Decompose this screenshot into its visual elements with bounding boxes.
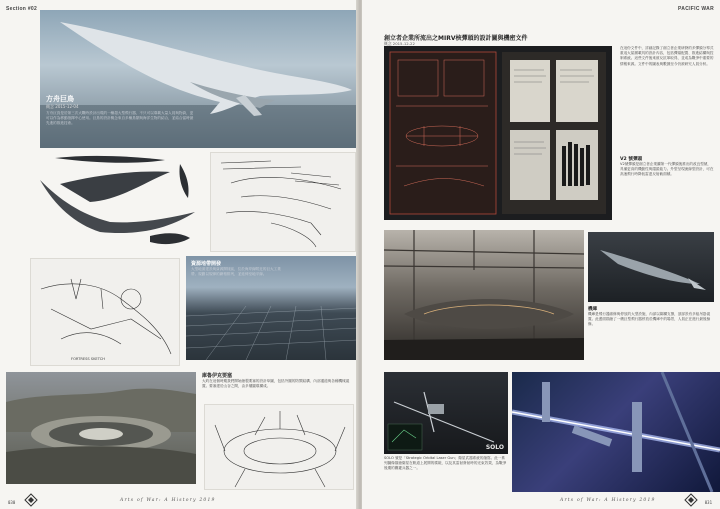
solo-text: SOLO 號是「Strategic Orbital Laser Gun」衛星武器系統的縮寫。此一系列圖像描繪衛星在軌道上展開的樣貌，以及其雷射發射時的光束效果，為戰爭後期的關鍵兵器之一。 (384, 456, 507, 471)
v2-title: V2 號彈頭 (620, 157, 643, 162)
doc-side-text: 在這份文件中，詳細記錄了創立者企業研發的多彈頭分導式重返大氣層載具的設計內容，包括彈頭配置、推進結構與控制系統。這些文件後來被反抗軍取得，並成為戰爭中重要的情報來源。文件中的圖表與數據至今仍被研究人員分析。 (620, 46, 714, 66)
temple-text-block (202, 372, 356, 402)
aerial-text: 大型地面建設與資源開採區，位於海岸線附近的巨大工業帶。規劃以規律的網格排列，並延伸至地平線。 (191, 267, 281, 277)
emblem-logo (24, 493, 38, 507)
hangar-text: 機庫是飛行器維修與停放的大型設施，內部以鋼構支撐，頂部設有多組吊掛裝置。此畫面描繪了一艘巨型飛行器停放於機庫中的場景，人員正在進行最後檢修。 (588, 312, 711, 327)
fortress-ink-drawing (204, 404, 354, 490)
blueprint-documents-image (384, 46, 612, 220)
temple-text: 大約在這個時期我們開始繪製要塞的設計草圖，包括外圍的防禦結構、內部通道與各種機械裝置。要塞建於山谷之間，由多層圓環構成。 (202, 379, 350, 389)
sketch-note: FORTRESS SKETCH (71, 357, 105, 361)
left-page-number: 030 (8, 500, 16, 505)
section-label: Section #02 (6, 6, 38, 12)
right-page (362, 0, 720, 509)
left-footer-title: Arts of War: A History 2019 (120, 498, 216, 503)
hangar-text-block (588, 306, 714, 354)
hero-aircraft-image (40, 10, 358, 148)
right-footer-title: Arts of War: A History 2019 (560, 498, 656, 503)
creature-sketches (30, 150, 210, 258)
fortress-render-image (6, 372, 196, 484)
solo-satellite-image (384, 372, 508, 454)
hero-date: 概念 2015-12-04 (46, 104, 79, 109)
temple-title: 庫魯伊克要塞 (202, 373, 233, 379)
emblem-logo (684, 493, 698, 507)
aircraft-line-sketch (210, 152, 356, 252)
left-page (0, 0, 358, 509)
v2-text: V2號彈頭是創立者企業繼第一代彈頭後推出的改良型號，具備更高的機動性與隱匿能力。外型呈現流線型設計，可在高速飛行時降低雷達反射截面積。 (620, 162, 714, 177)
hero-text: 方舟巨鳥是於第三次大戰時設計出現的一種超大型飛行器，不只可以乘載大量人員與物資，更可以作為移動指揮中心使用。巨鳥的設計概念來自多種鳥類與海洋生物的結合，並結合當時最先進的推進技術。 (46, 111, 194, 126)
right-page-number: 031 (704, 500, 712, 505)
aerial-title: 資源地帶開發 (191, 261, 222, 267)
doc-date: 概念 2015-12-22 (384, 41, 415, 46)
hangar-render-image (384, 230, 584, 360)
aerial-industrial-image (186, 256, 358, 360)
v2-text-block (620, 156, 714, 216)
hero-title: 方舟巨鳥 (46, 95, 74, 103)
v2-warhead-image (588, 232, 714, 302)
solo-title: SOLO (485, 444, 504, 451)
fortress-plan-sketch (30, 258, 180, 366)
solo-laser-render (512, 372, 720, 492)
hangar-title: 機庫 (588, 307, 598, 312)
header-right-label: PACIFIC WAR (678, 6, 714, 12)
doc-title: 創立者企業所流出之MIRV核彈頭的設計圖與機密文件 (384, 35, 528, 42)
